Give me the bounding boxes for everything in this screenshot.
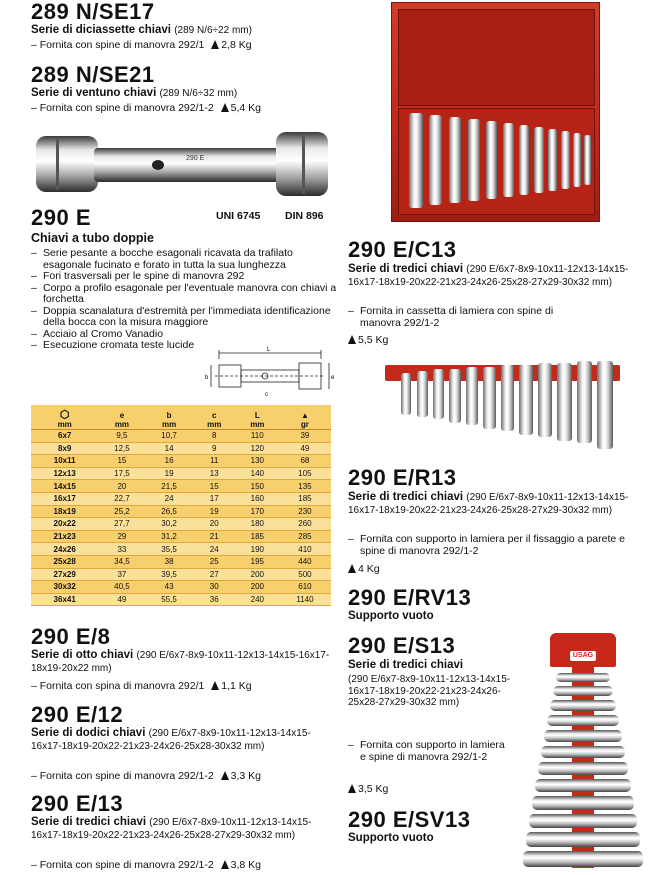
table-cell: 17: [193, 492, 236, 505]
feature-item: – Fori trasversali per le spine di manovra 292: [31, 271, 341, 283]
table-cell: 14: [146, 442, 193, 455]
product-title-290er13: [348, 491, 638, 517]
table-cell: 38: [146, 555, 193, 568]
table-cell: 55,5: [146, 593, 193, 606]
table-cell: 20: [98, 480, 145, 493]
table-cell: 26,5: [146, 505, 193, 518]
product-code-290er13: 290 E/R13: [348, 465, 457, 490]
table-header-row: [31, 405, 331, 430]
weight-value: 5,4 Kg: [230, 102, 261, 114]
table-cell: 25x28: [31, 555, 98, 568]
note-290ec13: [348, 306, 588, 329]
single-wrench-photo: [36, 130, 328, 200]
dim-label-c: c: [265, 392, 268, 398]
note-text: – Fornita con spine di manovra 292/1-2: [31, 770, 214, 782]
table-body: [31, 430, 331, 606]
note-289-se17: [31, 39, 252, 51]
hanger-head: [550, 633, 616, 667]
table-row: [31, 581, 331, 594]
title-text: Serie di diciassette chiavi: [31, 24, 171, 36]
sym: L: [254, 411, 260, 420]
table-cell: 130: [236, 455, 279, 468]
table-cell: 24: [146, 492, 193, 505]
table-row: [31, 505, 331, 518]
hanger-logo: USAG: [570, 651, 596, 661]
standard-uni: UNI 6745: [216, 210, 261, 222]
title-text: Serie di tredici chiavi: [348, 263, 464, 275]
weight-icon: [348, 335, 356, 344]
table-cell: 24x26: [31, 543, 98, 556]
title-text: Serie di dodici chiavi: [31, 727, 146, 739]
note-text: – Fornita con spine di manovra 292/1-2: [31, 859, 214, 871]
table-cell: 37: [98, 568, 145, 581]
hanger-rack-photo: [522, 633, 647, 873]
weight-value: 2,8 Kg: [221, 39, 252, 51]
table-cell: 39: [279, 430, 331, 443]
table-cell: 19: [193, 505, 236, 518]
product-title-290erv13: Supporto vuoto: [348, 610, 434, 622]
product-code-290esv13: 290 E/SV13: [348, 807, 471, 832]
product-code-290ec13: 290 E/C13: [348, 237, 457, 262]
note-290er13: [348, 534, 640, 557]
table-cell: 160: [236, 492, 279, 505]
table-cell: 12x13: [31, 467, 98, 480]
product-title-290ec13: [348, 263, 633, 289]
table-cell: 49: [279, 442, 331, 455]
table-cell: 1140: [279, 593, 331, 606]
product-code-289-se21: 289 N/SE21: [31, 62, 155, 87]
table-cell: 120: [236, 442, 279, 455]
header-e: [98, 405, 145, 430]
product-code-290e12: 290 E/12: [31, 702, 124, 727]
product-title-289-se17: [31, 24, 351, 37]
table-cell: 11: [193, 455, 236, 468]
note-290e13: [31, 859, 261, 871]
table-cell: 20x22: [31, 518, 98, 531]
range-text: (289 N/6÷22 mm): [174, 25, 252, 36]
header-c: [193, 405, 236, 430]
table-cell: 200: [236, 581, 279, 594]
table-cell: 21: [193, 530, 236, 543]
table-cell: 36: [193, 593, 236, 606]
note-290es13: [348, 740, 513, 763]
table-cell: 19: [146, 467, 193, 480]
table-cell: 27x29: [31, 568, 98, 581]
case-tray: [398, 108, 595, 215]
table-cell: 16: [146, 455, 193, 468]
standard-din: DIN 896: [285, 210, 324, 222]
product-code-289-se17: 289 N/SE17: [31, 0, 155, 24]
weight-value: 5,5 Kg: [358, 334, 389, 346]
table-row: [31, 430, 331, 443]
table-cell: 8x9: [31, 442, 98, 455]
table-cell: 21,5: [146, 480, 193, 493]
table-row: [31, 492, 331, 505]
case-lid: [398, 9, 595, 106]
range-text: (290 E/6x7-8x9-10x11-12x13-14x15-16x17-18x19-20x22-21x23-24x26-25x28-30x32 mm): [31, 728, 311, 752]
product-title-290e13: [31, 816, 331, 842]
spec-table: [31, 405, 331, 606]
wall-rack-photo: [385, 355, 625, 455]
range-text: (290 E/6x7-8x9-10x11-12x13-14x15-16x17-18x19-20x22-21x23-24x26-25x28-27x29-30x32 mm): [348, 492, 629, 516]
weight-icon: [221, 103, 229, 112]
weight-value: 3,5 Kg: [358, 783, 389, 795]
table-cell: 27: [193, 568, 236, 581]
range-text: (289 N/6÷32 mm): [159, 88, 238, 99]
table-cell: 15: [98, 455, 145, 468]
table-cell: 200: [236, 568, 279, 581]
table-row: [31, 568, 331, 581]
product-code-290es13: 290 E/S13: [348, 633, 456, 658]
unit: mm: [207, 420, 222, 429]
table-row: [31, 543, 331, 556]
weight-290er13: [348, 563, 380, 575]
table-cell: 185: [279, 492, 331, 505]
weight-value: 1,1 Kg: [221, 680, 252, 692]
title-text: Serie di tredici chiavi: [31, 816, 147, 828]
table-cell: 27,7: [98, 518, 145, 531]
product-title-290es13: Serie di tredici chiavi: [348, 659, 464, 671]
table-cell: 180: [236, 518, 279, 531]
weight-icon: [348, 564, 356, 573]
title-text: Serie di otto chiavi: [31, 649, 134, 661]
note-item: – Fornita con supporto in lamiera e spine di manovra 292/1-2: [348, 740, 513, 763]
weight-icon: ▲: [300, 411, 309, 420]
weight-icon: [221, 860, 229, 869]
table-cell: 110: [236, 430, 279, 443]
table-cell: 9: [193, 442, 236, 455]
table-cell: 16x17: [31, 492, 98, 505]
note-290e8: [31, 680, 252, 692]
header-L: [236, 405, 279, 430]
table-cell: 410: [279, 543, 331, 556]
table-cell: 36x41: [31, 593, 98, 606]
table-cell: 105: [279, 467, 331, 480]
table-cell: 24: [193, 543, 236, 556]
weight-icon: [348, 784, 356, 793]
header-size: [31, 405, 98, 430]
table-cell: 22,7: [98, 492, 145, 505]
note-text: – Fornita con spina di manovra 292/1: [31, 680, 205, 692]
metal-case-photo: [391, 2, 600, 222]
sym: b: [166, 411, 172, 420]
table-cell: 34,5: [98, 555, 145, 568]
table-cell: 18x19: [31, 505, 98, 518]
weight-icon: [211, 681, 219, 690]
table-cell: 40,5: [98, 581, 145, 594]
dim-label-L: L: [267, 347, 271, 353]
unit: mm: [114, 420, 130, 429]
table-cell: 13: [193, 467, 236, 480]
table-row: [31, 480, 331, 493]
engraving-text: 290 E: [186, 155, 205, 162]
table-row: [31, 467, 331, 480]
range-text: (290 E/6x7-8x9-10x11-12x13-14x15-16x17-18x19-20x22-21x23-24x26-25x28-27x29-30x32 mm): [348, 264, 629, 288]
table-cell: 21x23: [31, 530, 98, 543]
feature-item: – Serie pesante a bocche esagonali ricavata da trafilato esagonale fucinato e forato in tutta la sua lunghezza: [31, 248, 341, 271]
table-cell: 6x7: [31, 430, 98, 443]
product-code-290e8: 290 E/8: [31, 624, 111, 649]
table-cell: 25,2: [98, 505, 145, 518]
header-weight: [279, 405, 331, 430]
note-text: – Fornita con spine di manovra 292/1-2: [31, 102, 214, 114]
table-cell: 170: [236, 505, 279, 518]
table-row: [31, 455, 331, 468]
weight-value: 3,8 Kg: [230, 859, 261, 871]
table-cell: 260: [279, 518, 331, 531]
table-cell: 49: [98, 593, 145, 606]
table-row: [31, 593, 331, 606]
product-title-290e: Chiavi a tubo doppie: [31, 231, 154, 245]
table-row: [31, 518, 331, 531]
table-cell: 140: [236, 467, 279, 480]
sym: c: [211, 411, 217, 420]
product-title-290esv13: Supporto vuoto: [348, 832, 434, 844]
range-290es13: (290 E/6x7-8x9-10x11-12x13-14x15-16x17-18x19-20x22-21x23-24x26-25x28-27x29-30x32 mm): [348, 674, 511, 708]
note-290e12: [31, 770, 261, 782]
product-code-290e13: 290 E/13: [31, 791, 124, 816]
table-cell: 30: [193, 581, 236, 594]
table-cell: 12,5: [98, 442, 145, 455]
feature-item: – Corpo a profilo esagonale per l'eventuale manovra con chiavi a forchetta: [31, 283, 341, 306]
sym: e: [119, 411, 125, 420]
dim-label-b: b: [205, 375, 209, 381]
hex-icon: ⬡: [59, 409, 70, 421]
unit: mm: [250, 420, 265, 429]
range-text: (290 E/6x7-8x9-10x11-12x13-14x15-16x17-18x19-20x22-21x23-24x26-25x28-27x29-30x32 mm): [31, 817, 312, 841]
feature-list: [31, 248, 341, 352]
table-cell: 9,5: [98, 430, 145, 443]
table-cell: 8: [193, 430, 236, 443]
weight-290ec13: [348, 334, 388, 346]
table-cell: 285: [279, 530, 331, 543]
product-title-290e8: [31, 649, 331, 675]
weight-290es13: [348, 783, 388, 795]
table-cell: 150: [236, 480, 279, 493]
title-text: Serie di ventuno chiavi: [31, 87, 157, 99]
weight-icon: [221, 771, 229, 780]
product-title-290e12: [31, 727, 331, 753]
unit: gr: [300, 420, 309, 429]
table-cell: 610: [279, 581, 331, 594]
title-text: Serie di tredici chiavi: [348, 491, 464, 503]
table-cell: 185: [236, 530, 279, 543]
table-row: [31, 530, 331, 543]
table-cell: 195: [236, 555, 279, 568]
table-cell: 31,2: [146, 530, 193, 543]
table-cell: 10x11: [31, 455, 98, 468]
weight-value: 3,3 Kg: [230, 770, 261, 782]
table-cell: 39,5: [146, 568, 193, 581]
table-row: [31, 555, 331, 568]
table-cell: 240: [236, 593, 279, 606]
table-cell: 43: [146, 581, 193, 594]
note-289-se21: [31, 102, 261, 114]
unit: mm: [161, 420, 177, 429]
table-cell: 30,2: [146, 518, 193, 531]
note-item: – Fornita in cassetta di lamiera con spine di manovra 292/1-2: [348, 306, 588, 329]
feature-item: – Esecuzione cromata teste lucide: [31, 340, 208, 352]
table-cell: 33: [98, 543, 145, 556]
table-cell: 135: [279, 480, 331, 493]
product-code-290e: 290 E: [31, 205, 91, 230]
unit: mm: [57, 420, 72, 429]
table-cell: 190: [236, 543, 279, 556]
table-cell: 30x32: [31, 581, 98, 594]
feature-item: – Doppia scanalatura d'estremità per l'immediata identificazione della bocca con la misura maggiore: [31, 306, 341, 329]
header-b: [146, 405, 193, 430]
table-cell: 20: [193, 518, 236, 531]
note-text: – Fornita con spine di manovra 292/1: [31, 39, 205, 51]
table-cell: 29: [98, 530, 145, 543]
table-cell: 25: [193, 555, 236, 568]
feature-item: – Acciaio al Cromo Vanadio: [31, 329, 208, 341]
product-title-289-se21: [31, 87, 351, 100]
note-item: – Fornita con supporto in lamiera per il fissaggio a parete e spine di manovra 292/1-2: [348, 534, 640, 557]
dim-label-e: e: [331, 375, 335, 381]
range-text: (290 E/6x7-8x9-10x11-12x13-14x15-16x17-18x19-20x22 mm): [31, 650, 330, 674]
table-cell: 230: [279, 505, 331, 518]
weight-icon: [211, 40, 219, 49]
table-cell: 440: [279, 555, 331, 568]
spec-table-wrap: [31, 405, 331, 606]
weight-value: 4 Kg: [358, 563, 380, 575]
table-row: [31, 442, 331, 455]
table-cell: 35,5: [146, 543, 193, 556]
product-code-290erv13: 290 E/RV13: [348, 585, 472, 610]
table-cell: 500: [279, 568, 331, 581]
table-cell: 68: [279, 455, 331, 468]
table-cell: 10,7: [146, 430, 193, 443]
table-cell: 14x15: [31, 480, 98, 493]
technical-drawing: [205, 345, 335, 400]
table-cell: 17,5: [98, 467, 145, 480]
table-cell: 15: [193, 480, 236, 493]
